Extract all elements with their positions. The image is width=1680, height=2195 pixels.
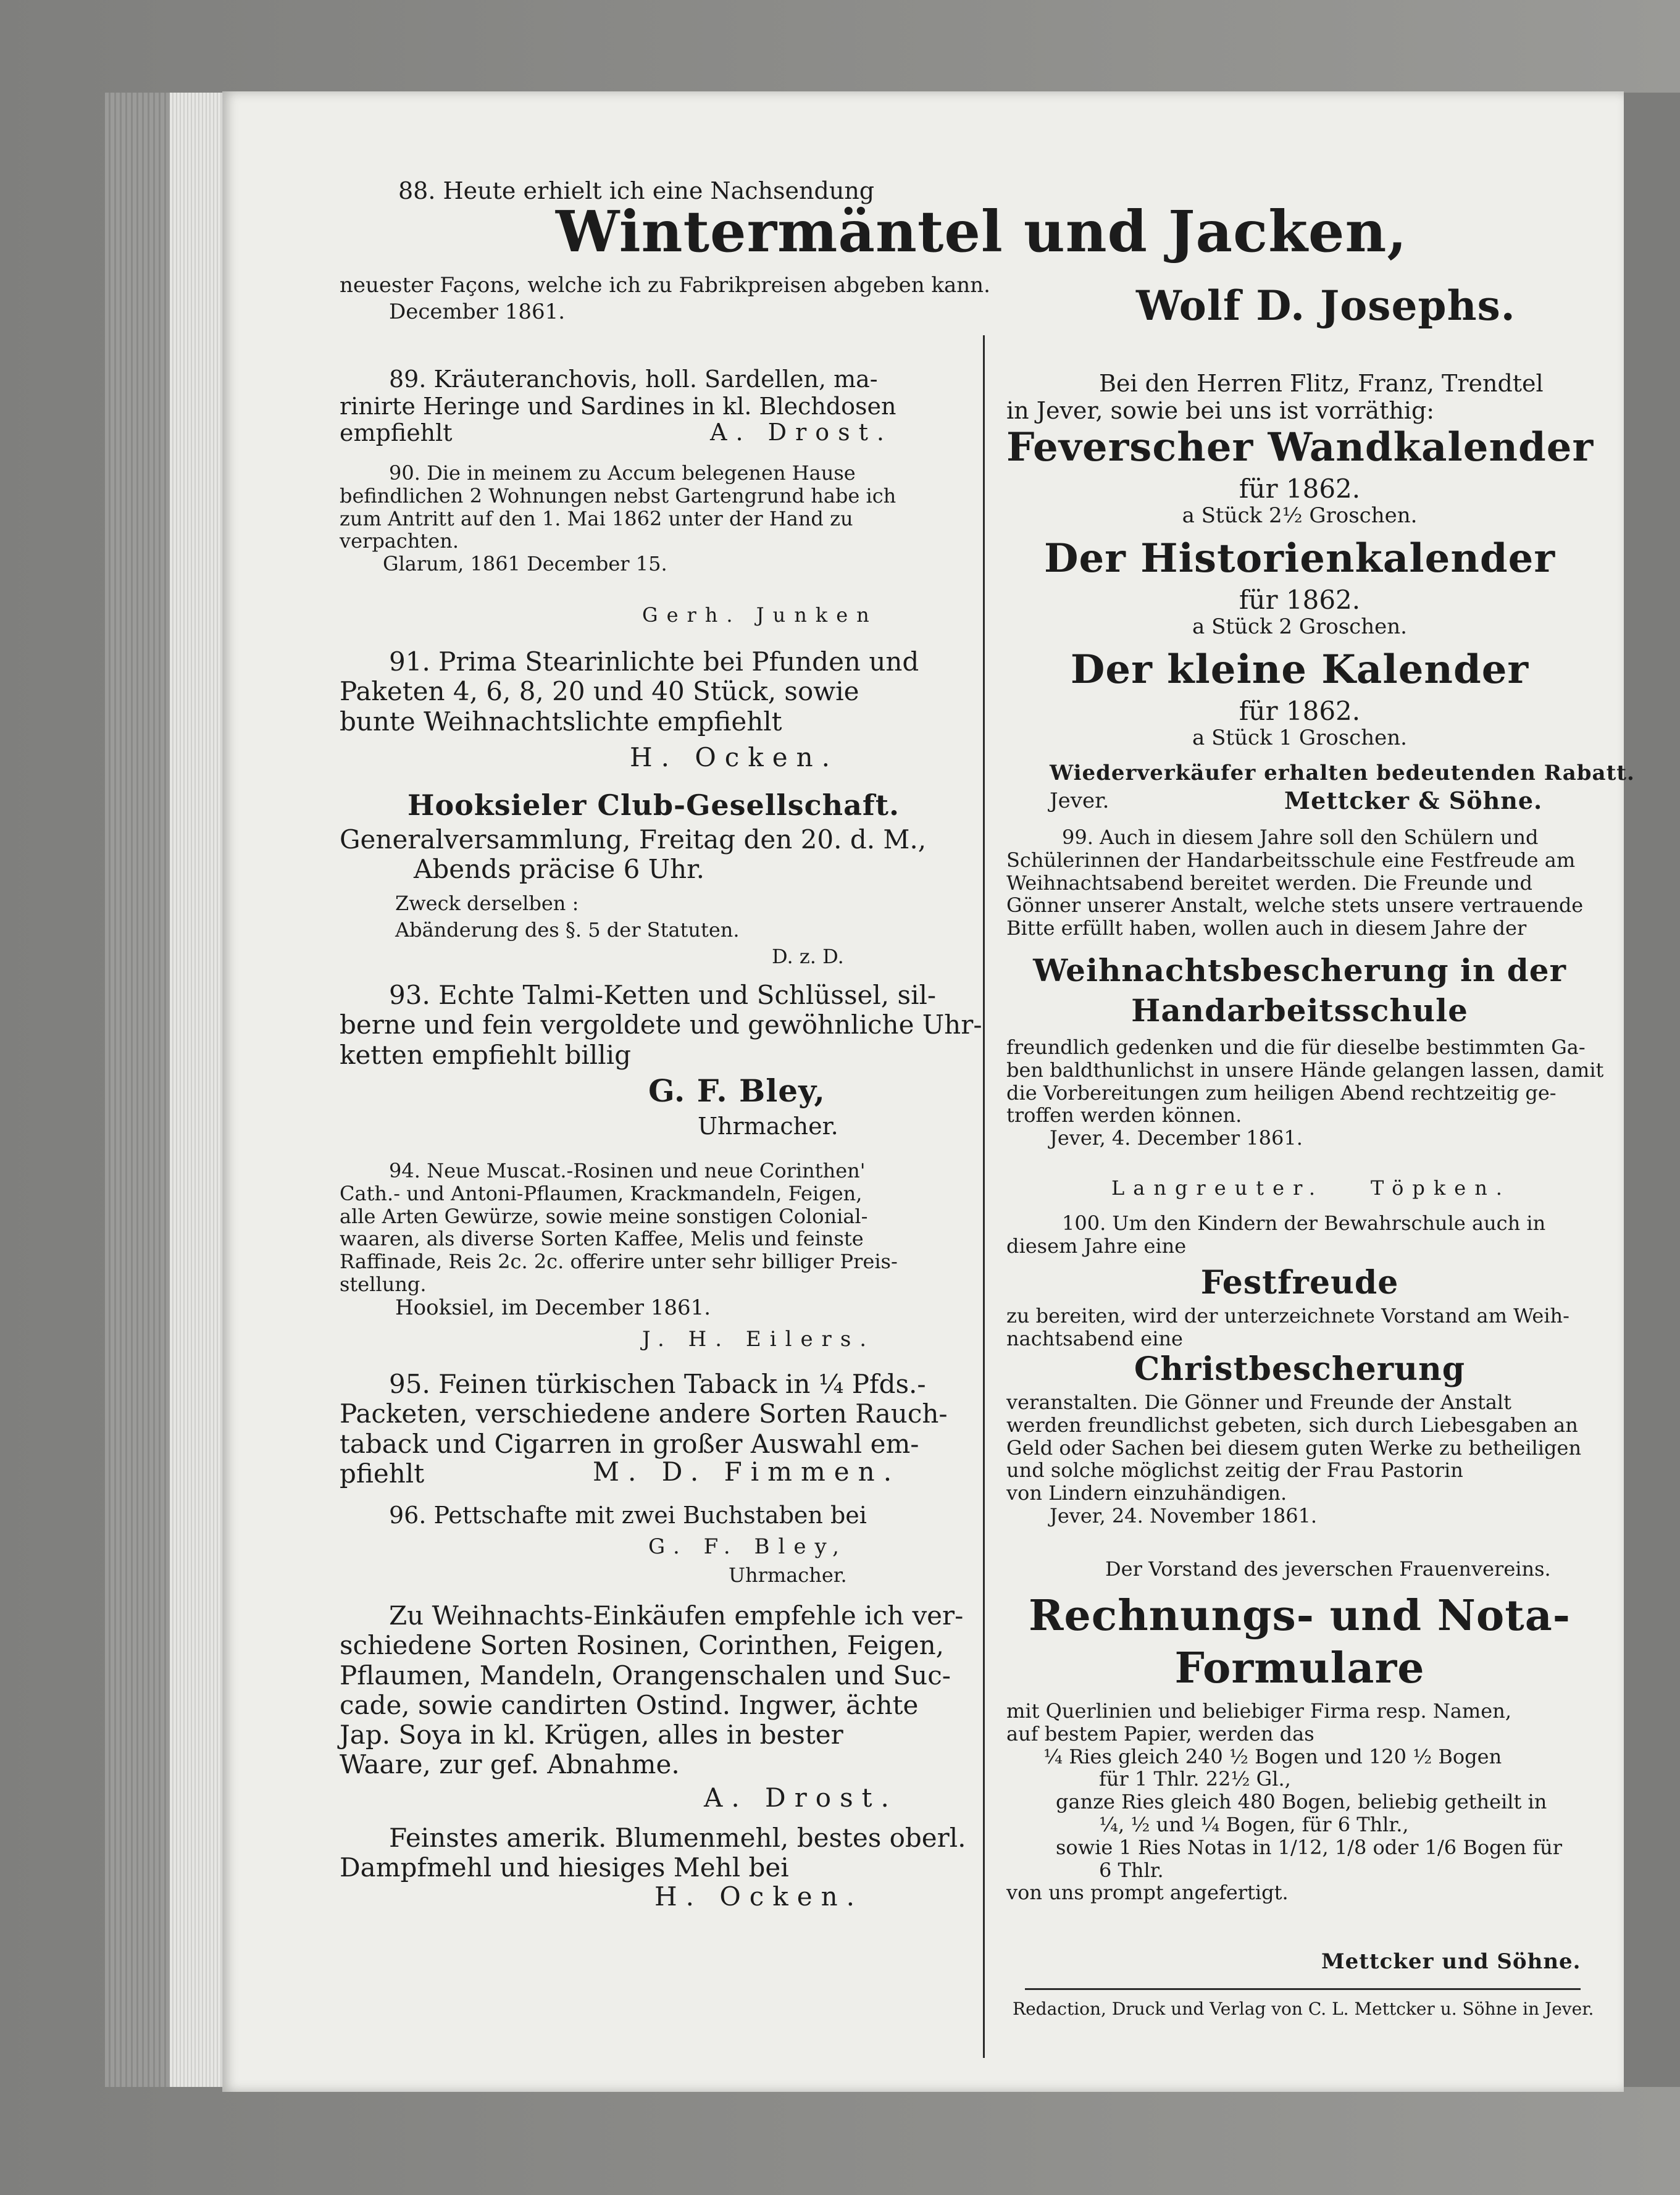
ad90-signature: Gerh. Junken xyxy=(642,603,878,627)
ad98-line: Dampfmehl und hiesiges Mehl bei xyxy=(340,1852,789,1883)
ad91-line: 91. Prima Stearinlichte bei Pfunden und xyxy=(389,646,919,677)
ad90-line: zum Antritt auf den 1. Mai 1862 unter der Hand zu xyxy=(340,506,853,530)
ad94-line: Cath.- und Antoni-Pflaumen, Krackmandeln, Feigen, xyxy=(340,1181,863,1205)
ad88-intro: 88. Heute erhielt ich eine Nachsendung xyxy=(398,177,875,204)
cal-item-price: a Stück 2½ Groschen. xyxy=(1182,503,1418,528)
club-lines xyxy=(340,825,963,885)
ad90 xyxy=(340,462,963,575)
ad98-signature: H. Ocken. xyxy=(654,1881,863,1912)
ad94-line: 94. Neue Muscat.-Rosinen und neue Corinthen' xyxy=(389,1159,866,1182)
imprint-rule xyxy=(1025,1988,1581,1990)
ad99-line: ben baldthunlichst in unsere Hände gelangen lassen, damit xyxy=(1006,1058,1604,1082)
ad100-headline-2: Christbescherung xyxy=(1134,1350,1466,1388)
ad94-line: stellung. xyxy=(340,1272,427,1296)
cal-item-price: a Stück 2 Groschen. xyxy=(1192,614,1407,639)
imprint: Redaction, Druck und Verlag von C. L. Mettcker u. Söhne in Jever. xyxy=(1013,1999,1594,2019)
ad99-line: Weihnachtsabend bereitet werden. Die Freunde und xyxy=(1006,871,1532,895)
club-line: Abends präcise 6 Uhr. xyxy=(414,854,704,885)
ad91-signature: H. Ocken. xyxy=(630,742,838,772)
cal-rebate: Wiederverkäufer erhalten bedeutenden Rabatt. xyxy=(1050,761,1635,785)
ad95-line: pfiehlt xyxy=(340,1458,425,1489)
ad97-line: Waare, zur gef. Abnahme. xyxy=(340,1749,680,1780)
cal-item-year: für 1862. xyxy=(1239,695,1361,726)
page-edges xyxy=(170,93,225,2087)
ad89-line: empfiehlt xyxy=(340,419,453,447)
ad100-line: veranstalten. Die Gönner und Freunde der Anstalt xyxy=(1006,1390,1511,1414)
ad99-signature-2: Töpken. xyxy=(1371,1176,1511,1200)
ad100-body-2 xyxy=(1006,1391,1593,1528)
ad88-date: December 1861. xyxy=(389,299,566,324)
ad89-line: 89. Kräuteranchovis, holl. Sardellen, ma- xyxy=(389,366,878,393)
forms-signature: Mettcker und Söhne. xyxy=(1321,1949,1581,1974)
cal-item-2 xyxy=(1006,536,1593,639)
ad99-line: Bitte erfüllt haben, wollen auch in diesem Jahre der xyxy=(1006,916,1527,940)
forms-line: von uns prompt angefertigt. xyxy=(1006,1881,1289,1905)
ad95-line: 95. Feinen türkischen Taback in ¼ Pfds.- xyxy=(389,1369,926,1399)
club-purpose-text: Abänderung des §. 5 der Statuten. xyxy=(395,918,740,942)
ad93-line: ketten empfiehlt billig xyxy=(340,1039,631,1070)
forms-headline-1: Rechnungs- und Nota- xyxy=(1029,1591,1571,1641)
ad95-line: Packeten, verschiedene andere Sorten Rauch- xyxy=(340,1399,948,1429)
ad99-line: 99. Auch in diesem Jahre soll den Schülern und xyxy=(1062,826,1539,849)
forms-line: 6 Thlr. xyxy=(1099,1858,1164,1882)
ad88-headline: Wintermäntel und Jacken, xyxy=(556,198,1408,265)
cal-item-1 xyxy=(1006,425,1593,528)
ad97-line: Pflaumen, Mandeln, Orangenschalen und Suc- xyxy=(340,1660,951,1691)
cal-item-title: Der Historienkalender xyxy=(1043,535,1556,582)
cal-intro-line: in Jever, sowie bei uns ist vorräthig: xyxy=(1006,396,1435,424)
ad97-line: schiedene Sorten Rosinen, Corinthen, Feigen, xyxy=(340,1630,945,1661)
ad100-line: 100. Um den Kindern der Bewahrschule auch in xyxy=(1062,1211,1546,1235)
facing-page-edge xyxy=(1624,93,1680,2087)
cal-item-year: für 1862. xyxy=(1239,473,1361,504)
club-signature: D. z. D. xyxy=(772,945,844,968)
ad99-line: die Vorbereitungen zum heiligen Abend rechtzeitig ge- xyxy=(1006,1081,1557,1105)
ad100-line: und solche möglichst zeitig der Frau Pastorin xyxy=(1006,1458,1463,1482)
ad93 xyxy=(340,980,982,1070)
cal-item-title: Der kleine Kalender xyxy=(1070,646,1529,693)
ad93-role: Uhrmacher. xyxy=(698,1113,838,1140)
forms-line: ¼ Ries gleich 240 ½ Bogen und 120 ½ Bogen xyxy=(1043,1744,1502,1768)
ad89-signature: A. Drost. xyxy=(710,419,893,446)
ad93-line: 93. Echte Talmi-Ketten und Schlüssel, sil- xyxy=(389,980,937,1010)
ad96-line: 96. Pettschafte mit zwei Buchstaben bei xyxy=(389,1502,867,1529)
ad97-signature: A. Drost. xyxy=(704,1783,898,1813)
ad97 xyxy=(340,1601,963,1780)
ad94 xyxy=(340,1160,963,1320)
cal-intro xyxy=(1006,370,1593,424)
forms-line: für 1 Thlr. 22½ Gl., xyxy=(1099,1767,1291,1791)
ad90-line: befindlichen 2 Wohnungen nebst Gartengrund habe ich xyxy=(340,483,896,508)
forms-line: auf bestem Papier, werden das xyxy=(1006,1721,1314,1746)
ad100-line: von Lindern einzuhändigen. xyxy=(1006,1481,1287,1505)
ad94-signature: J. H. Eilers. xyxy=(642,1327,876,1352)
ad100-date: Jever, 24. November 1861. xyxy=(1050,1503,1318,1528)
ad98-line: Feinstes amerik. Blumenmehl, bestes oberl. xyxy=(389,1823,966,1853)
ad91-line: Paketen 4, 6, 8, 20 und 40 Stück, sowie xyxy=(340,676,859,707)
ad99-line: Schülerinnen der Handarbeitsschule eine Festfreude am xyxy=(1006,848,1576,872)
ad100-line: nachtsabend eine xyxy=(1006,1326,1183,1350)
ad94-line: waaren, als diverse Sorten Kaffee, Melis und feinste xyxy=(340,1227,864,1251)
forms-line: ganze Ries gleich 480 Bogen, beliebig getheilt in xyxy=(1056,1790,1547,1814)
ad100-line: diesem Jahre eine xyxy=(1006,1234,1187,1258)
cal-item-price: a Stück 1 Groschen. xyxy=(1192,725,1407,750)
ad95-line: taback und Cigarren in großer Auswahl em- xyxy=(340,1428,919,1459)
ad90-line: 90. Die in meinem zu Accum belegenen Hause xyxy=(389,461,856,485)
ad93-line: berne und fein vergoldete und gewöhnliche Uhr- xyxy=(340,1010,982,1040)
cal-item-year: für 1862. xyxy=(1239,584,1361,615)
club-purpose: Zweck derselben : xyxy=(395,892,579,915)
ad91 xyxy=(340,647,963,737)
ad97-line: Jap. Soya in kl. Krügen, alles in bester xyxy=(340,1720,843,1750)
cal-intro-line: Bei den Herren Flitz, Franz, Trendtel xyxy=(1099,370,1544,397)
ad99-headline-2: Handarbeitsschule xyxy=(1131,992,1468,1029)
ad100-signature: Der Vorstand des jeverschen Frauenvereins. xyxy=(1105,1557,1551,1581)
ad100-line: werden freundlichst gebeten, sich durch Liebesgaben an xyxy=(1006,1413,1578,1437)
ad99-line: freundlich gedenken und die für dieselbe bestimmten Ga- xyxy=(1006,1035,1586,1059)
ad99-line: troffen werden können. xyxy=(1006,1103,1242,1127)
forms-line: ¼, ½ und ¼ Bogen, für 6 Thlr., xyxy=(1099,1812,1409,1836)
ad97-line: cade, sowie candirten Ostind. Ingwer, ächte xyxy=(340,1689,919,1720)
ad94-date: Hooksiel, im December 1861. xyxy=(395,1295,711,1320)
ad99-date: Jever, 4. December 1861. xyxy=(1050,1126,1303,1150)
forms-body xyxy=(1006,1700,1593,1904)
ad97-line: Zu Weihnachts-Einkäufen empfehle ich ver- xyxy=(389,1600,964,1631)
forms-line: sowie 1 Ries Notas in 1/12, 1/8 oder 1/6 Bogen für xyxy=(1056,1835,1563,1859)
ad88-signature: Wolf D. Josephs. xyxy=(1136,282,1516,330)
ad100-line: zu bereiten, wird der unterzeichnete Vorstand am Weih- xyxy=(1006,1304,1569,1327)
ad99-headline-1: Weihnachtsbescherung in der xyxy=(1033,952,1566,989)
forms-headline-2: Formulare xyxy=(1174,1644,1425,1693)
ad94-line: Raffinade, Reis 2c. 2c. offerire unter sehr billiger Preis- xyxy=(340,1250,898,1274)
cal-signature: Mettcker & Söhne. xyxy=(1284,787,1543,814)
ad100-body-1 xyxy=(1006,1305,1593,1350)
ad99-body xyxy=(1006,1035,1604,1150)
ad100 xyxy=(1006,1212,1593,1258)
column-divider xyxy=(983,335,985,2058)
ad99-signature-1: Langreuter. xyxy=(1111,1176,1324,1200)
ad90-date: Glarum, 1861 December 15. xyxy=(383,552,667,576)
forms-line: mit Querlinien und beliebiger Firma resp. Namen, xyxy=(1006,1699,1511,1723)
ad88-text: neuester Façons, welche ich zu Fabrikpreisen abgeben kann. xyxy=(340,273,990,298)
ad91-line: bunte Weihnachtslichte empfiehlt xyxy=(340,706,782,737)
cal-item-3 xyxy=(1006,647,1593,750)
ad96-signature: G. F. Bley, xyxy=(648,1534,848,1559)
cal-item-title: Feverscher Wandkalender xyxy=(1006,424,1594,470)
ad93-signature: G. F. Bley, xyxy=(648,1072,825,1109)
book-spine xyxy=(105,93,173,2087)
ad100-line: Geld oder Sachen bei diesem guten Werke zu betheiligen xyxy=(1006,1436,1582,1460)
ad95-signature: M. D. Fimmen. xyxy=(593,1457,901,1487)
club-line: Generalversammlung, Freitag den 20. d. M., xyxy=(340,824,927,855)
ad94-line: alle Arten Gewürze, sowie meine sonstigen Colonial- xyxy=(340,1204,868,1228)
ad96-role: Uhrmacher. xyxy=(729,1563,847,1587)
cal-place: Jever. xyxy=(1050,788,1110,813)
ad89-line: rinirte Heringe und Sardines in kl. Blechdosen xyxy=(340,392,896,420)
club-title: Hooksieler Club-Gesellschaft. xyxy=(407,788,900,822)
ad100-headline-1: Festfreude xyxy=(1200,1264,1399,1302)
ad98 xyxy=(340,1823,966,1883)
ad90-line: verpachten. xyxy=(340,529,459,553)
ad99-line: Gönner unserer Anstalt, welche stets unsere vertrauende xyxy=(1006,893,1584,918)
ad99 xyxy=(1006,826,1593,940)
newspaper-page xyxy=(222,91,1635,2092)
